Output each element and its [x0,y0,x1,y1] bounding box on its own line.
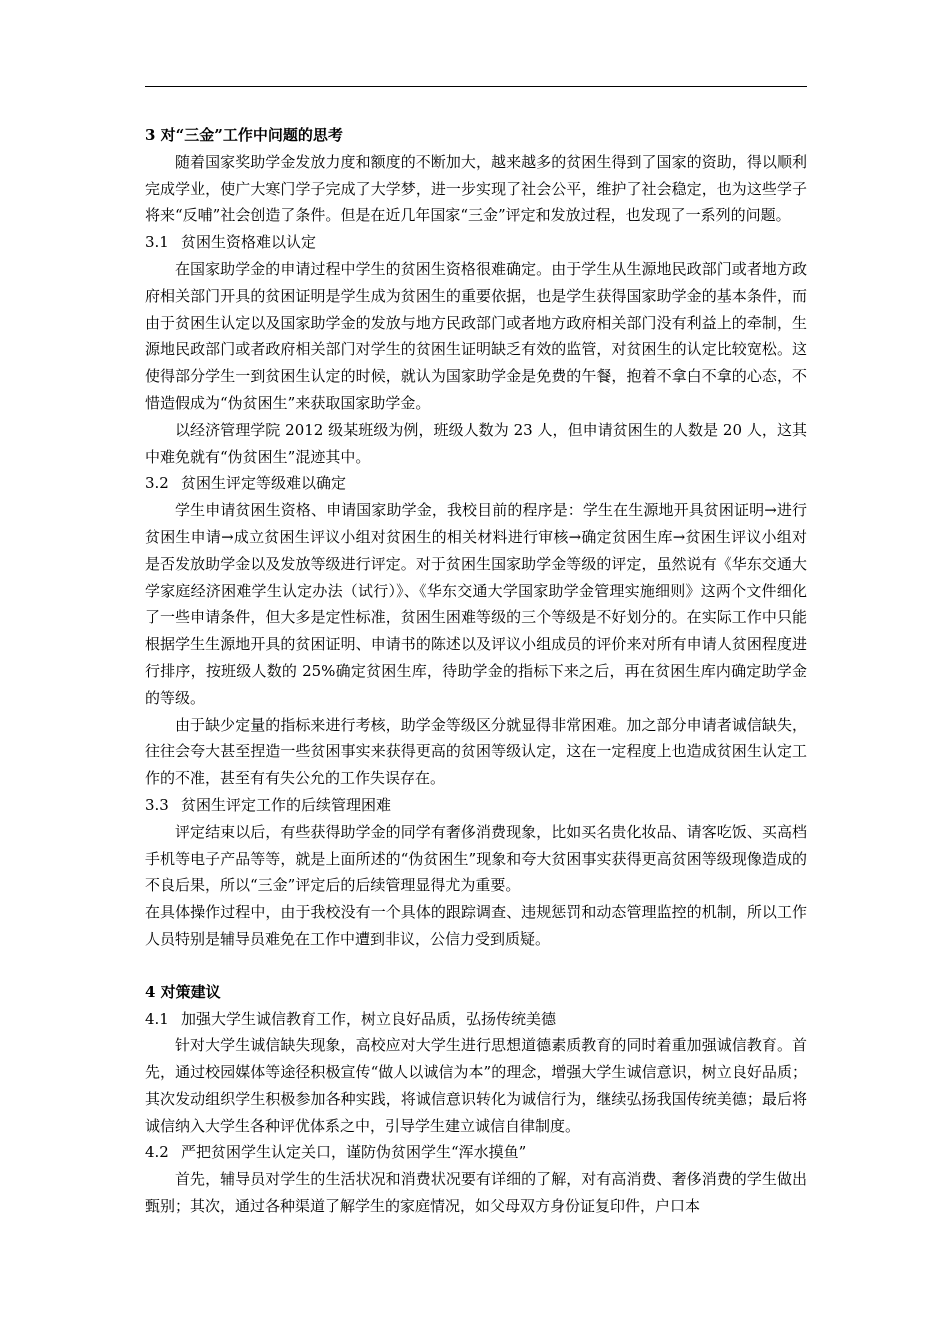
section-3-3-paragraph-1: 评定结束以后，有些获得助学金的同学有奢侈消费现象，比如买名贵化妆品、请客吃饭、买高档手机等电子产品等等，就是上面所述的“伪贫困生”现象和夸大贫困事实获得更高贫困等级现像造成的不良后果，所以“三金”评定后的后续管理显得尤为重要。 [145,822,807,895]
section-3-2-heading [145,470,807,497]
header-rule [145,86,807,87]
section-number: 3.1 [145,233,169,252]
document-body [145,122,807,1220]
section-number: 3.3 [145,795,169,814]
section-4-1-paragraph: 针对大学生诚信缺失现象，高校应对大学生进行思想道德素质教育的同时着重加强诚信教育。首先，通过校园媒体等途径积极宣传“做人以诚信为本”的理念，增强大学生诚信意识，树立良好品质；其次发动组织学生积极参加各种实践，将诚信意识转化为诚信行为，继续弘扬我国传统美德；最后将诚信纳入大学生各种评优体系之中，引导学生建立诚信自律制度。 [145,1036,807,1135]
section-title: 加强大学生诚信教育工作，树立良好品质，弘扬传统美德 [181,1009,557,1028]
section-4-1-heading [145,1006,807,1033]
section-title: 贫困生评定等级难以确定 [181,474,347,493]
section-3-paragraph: 随着国家奖助学金发放力度和额度的不断加大，越来越多的贫困生得到了国家的资助，得以顺利完成学业，使广大寒门学子完成了大学梦，进一步实现了社会公平，维护了社会稳定，也为这些学子将来“反哺”社会创造了条件。但是在近几年国家“三金”评定和发放过程，也发现了一系列的问题。 [145,152,807,225]
section-title: 严把贫困学生认定关口，谨防伪贫困学生“浑水摸鱼” [181,1143,527,1162]
section-3-3-heading [145,792,807,819]
section-3-heading: 3 对“三金”工作中问题的思考 [145,126,343,144]
section-4-heading: 4 对策建议 [145,982,221,1001]
section-4-2-heading [145,1139,807,1166]
section-3-2-paragraph-1: 学生申请贫困生资格、申请国家助学金，我校目前的程序是：学生在生源地开具贫困证明→进行贫困生申请→成立贫困生评议小组对贫困生的相关材料进行审核→确定贫困生库→贫困生评议小组对是否发放助学金以及发放等级进行评定。对于贫困生国家助学金等级的评定，虽然说有《华东交通大学家庭经济困难学生认定办法（试行）》、《华东交通大学国家助学金管理实施细则》这两个文件细化了一些申请条件，但大多是定性标准，贫困生困难等级的三个等级是不好划分的。在实际工作中只能根据学生生源地开具的贫困证明、申请书的陈述以及评议小组成员的评价来对所有申请人贫困程度进行排序，按班级人数的 25%确定贫困生库，待助学金的指标下来之后，再在贫困生库内确定助学金的等级。 [145,501,807,707]
section-4-2-paragraph: 首先，辅导员对学生的生活状况和消费状况要有详细的了解，对有高消费、奢侈消费的学生做出甄别；其次，通过各种渠道了解学生的家庭情况，如父母双方身份证复印件，户口本 [145,1170,807,1216]
section-number: 3.2 [145,474,169,493]
section-3-1-paragraph-1: 在国家助学金的申请过程中学生的贫困生资格很难确定。由于学生从生源地民政部门或者地方政府相关部门开具的贫困证明是学生成为贫困生的重要依据，也是学生获得国家助学金的基本条件，而由于贫困生认定以及国家助学金的发放与地方民政部门或者地方政府相关部门没有利益上的牵制，生源地民政部门或者政府相关部门对学生的贫困生证明缺乏有效的监管，对贫困生的认定比较宽松。这使得部分学生一到贫困生认定的时候，就认为国家助学金是免费的午餐，抱着不拿白不拿的心态，不惜造假成为“伪贫困生”来获取国家助学金。 [145,259,807,412]
section-title: 贫困生评定工作的后续管理困难 [181,795,392,814]
section-title: 贫困生资格难以认定 [181,233,317,252]
section-number: 4.1 [145,1009,169,1028]
section-3-3-paragraph-2: 在具体操作过程中，由于我校没有一个具体的跟踪调查、违规惩罚和动态管理监控的机制，所以工作人员特别是辅导员难免在工作中遭到非议，公信力受到质疑。 [145,903,807,948]
section-number: 4.2 [145,1143,169,1162]
section-3-2-paragraph-2: 由于缺少定量的指标来进行考核，助学金等级区分就显得非常困难。加之部分申请者诚信缺失，往往会夸大甚至捏造一些贫困事实来获得更高的贫困等级认定，这在一定程度上也造成贫困生认定工作的不准，甚至有有失公允的工作失误存在。 [145,715,807,788]
section-3-1-heading [145,229,807,256]
section-3-1-paragraph-2: 以经济管理学院 2012 级某班级为例，班级人数为 23 人，但申请贫困生的人数是 20 人，这其中难免就有“伪贫困生”混迹其中。 [145,420,807,466]
